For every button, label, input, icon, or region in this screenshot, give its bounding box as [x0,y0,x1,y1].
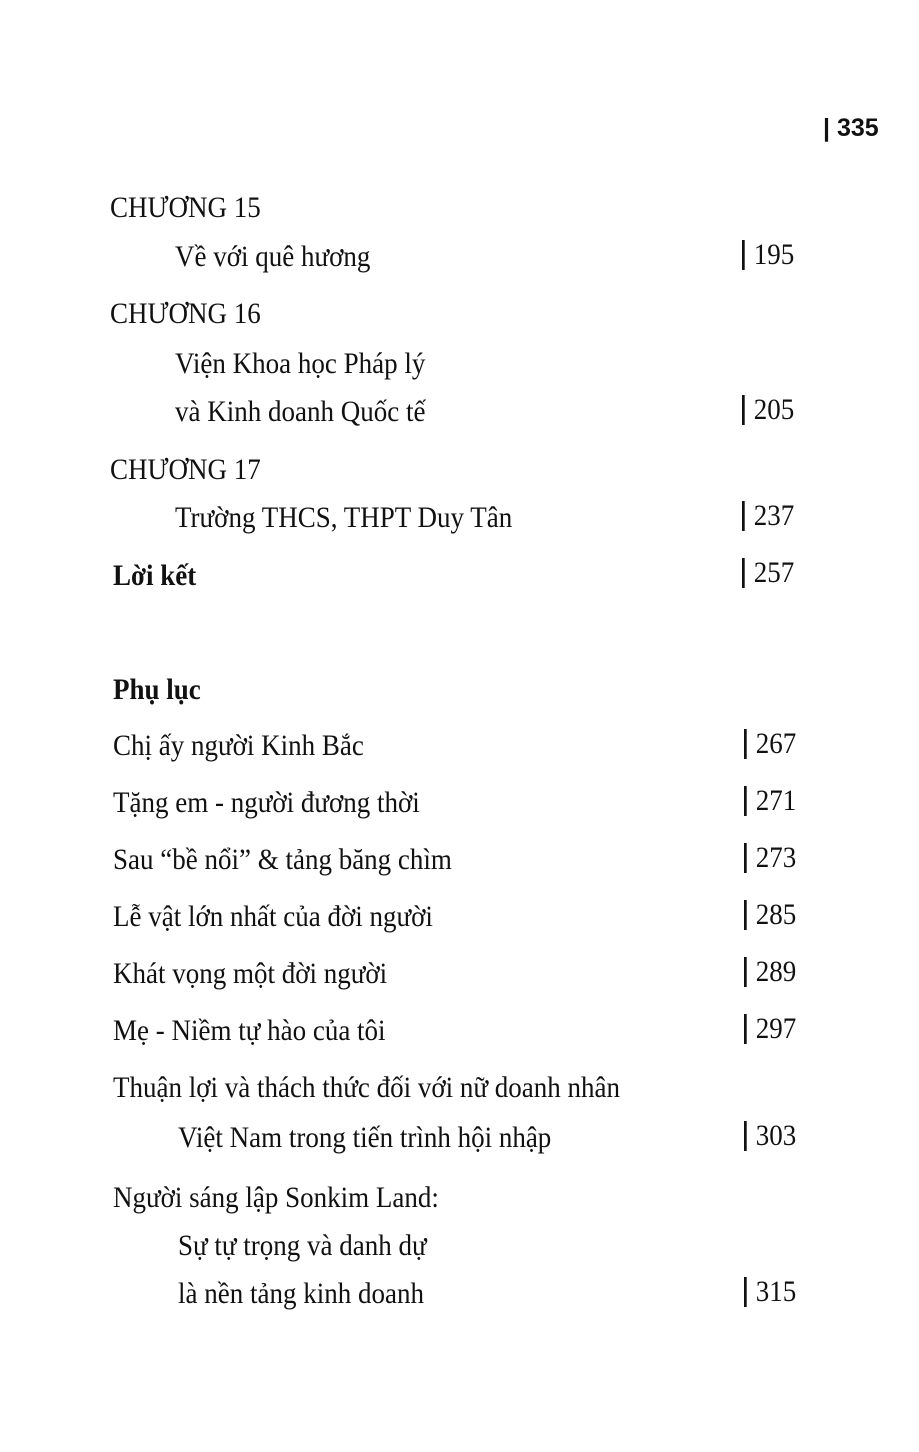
page-value: 297 [755,1012,797,1045]
toc-page-ref [742,555,794,591]
page-value: 285 [755,898,797,931]
toc-page-ref [742,392,794,428]
toc-entry-title: Lễ vật lớn nhất của đời người [113,900,433,933]
chapter-heading: CHƯƠNG 15 [110,191,261,224]
toc-page-ref [742,237,794,273]
page-value: 205 [753,393,795,426]
chapter-heading: CHƯƠNG 17 [110,453,261,486]
toc-page-ref [742,498,794,534]
toc-entry-title: Tặng em - người đương thời [113,786,420,819]
page-value: 257 [753,556,795,589]
toc-entry-title: Chị ấy người Kinh Bắc [113,729,364,762]
toc-page-ref [744,954,796,990]
toc-entry-title: Sau “bề nổi” & tảng băng chìm [113,843,452,876]
toc-page-ref [744,897,796,933]
toc-entry-title: Sự tự trọng và danh dự [178,1229,427,1262]
toc-entry-title: Viện Khoa học Pháp lý [175,347,426,380]
appendix-heading: Phụ lục [113,673,201,706]
toc-entry-title: Khát vọng một đời người [113,957,388,990]
page-value: 195 [753,238,795,271]
toc-entry-title: và Kinh doanh Quốc tế [175,395,426,428]
toc-entry-title: Về với quê hương [175,240,371,273]
page-value: 271 [755,784,797,817]
toc-entry-title: Trường THCS, THPT Duy Tân [175,501,513,534]
toc-entry-title: Việt Nam trong tiến trình hội nhập [178,1121,552,1154]
toc-entry-title: Thuận lợi và thách thức đối với nữ doanh nhân [113,1071,620,1104]
epilogue-title: Lời kết [113,559,197,592]
toc-page-ref [744,1118,796,1154]
page-value: 303 [755,1119,797,1152]
toc-page-ref [744,1274,796,1310]
toc-page-ref [744,840,796,876]
chapter-heading: CHƯƠNG 16 [110,297,261,330]
toc-page-ref [744,726,796,762]
page-number-value: 335 [836,114,879,142]
page-value: 315 [755,1275,797,1308]
toc-page-ref [744,1011,796,1047]
toc-entry-title: là nền tảng kinh doanh [178,1277,424,1310]
toc-entry-title: Người sáng lập Sonkim Land: [113,1181,439,1214]
page-value: 237 [753,499,795,532]
page-number: | 335 [823,114,879,142]
toc-page-ref [744,783,796,819]
toc-entry-title: Mẹ - Niềm tự hào của tôi [113,1014,386,1047]
page-value: 289 [755,955,797,988]
page-value: 267 [755,727,797,760]
page-value: 273 [755,841,797,874]
